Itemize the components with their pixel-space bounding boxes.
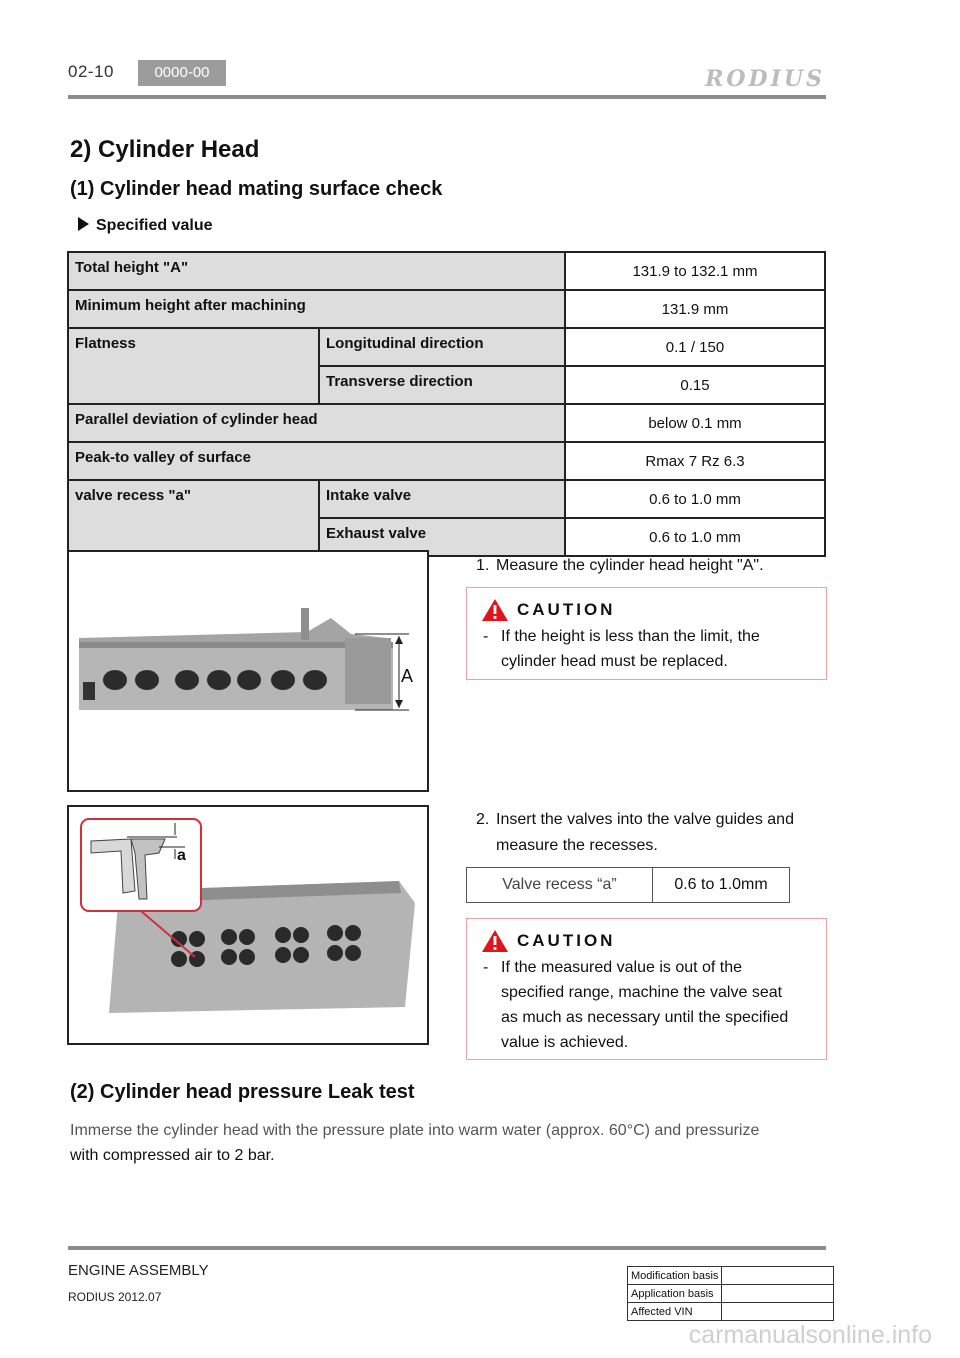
caution-title: CAUTION — [517, 600, 616, 619]
section-code-badge: 0000-00 — [138, 60, 226, 86]
min-height-label: Minimum height after machining — [68, 290, 565, 328]
warning-icon — [481, 598, 509, 622]
paragraph-line: with compressed air to 2 bar. — [70, 1147, 275, 1164]
page-number: 02-10 — [68, 62, 114, 81]
total-height-label: Total height "A" — [68, 252, 565, 290]
step-2 — [476, 807, 826, 861]
header-rule — [68, 95, 826, 99]
peak-label: Peak-to valley of surface — [68, 442, 565, 480]
warning-icon — [481, 929, 509, 953]
subsection-title-leak-test: (2) Cylinder head pressure Leak test — [70, 1081, 415, 1103]
specified-value-text: Specified value — [96, 217, 213, 234]
step-2-line: measure the recesses. — [496, 837, 658, 854]
revision-table — [627, 1266, 834, 1321]
leak-test-paragraph — [70, 1118, 830, 1168]
caution-box-height — [466, 587, 827, 680]
brand-logo: RODIUS — [705, 66, 825, 92]
step-1-number: 1. — [476, 557, 490, 574]
cylinder-head-side-photo — [67, 550, 429, 792]
specified-value-label — [78, 217, 213, 235]
subsection-title-mating-surface: (1) Cylinder head mating surface check — [70, 178, 443, 200]
min-height-value: 131.9 mm — [565, 290, 825, 328]
table-row — [68, 480, 825, 518]
caution-line: as much as necessary until the specified — [501, 1009, 789, 1026]
exhaust-value: 0.6 to 1.0 mm — [565, 518, 825, 556]
step-2-number: 2. — [476, 811, 490, 828]
caution-box-recess — [466, 918, 827, 1060]
table-row — [467, 868, 790, 903]
step-1-text: Measure the cylinder head height "A". — [496, 557, 764, 574]
intake-label: Intake valve — [319, 480, 565, 518]
footer-subtitle: RODIUS 2012.07 — [68, 1290, 162, 1304]
peak-value: Rmax 7 Rz 6.3 — [565, 442, 825, 480]
caution-header — [481, 598, 616, 622]
caution-header — [481, 929, 616, 953]
caution-line: If the measured value is out of the — [501, 959, 743, 976]
table-row — [628, 1267, 834, 1285]
table-row — [628, 1303, 834, 1321]
parallel-label: Parallel deviation of cylinder head — [68, 404, 565, 442]
watermark: carmanualsonline.info — [688, 1321, 932, 1349]
spec-table — [67, 251, 826, 557]
revision-label: Application basis — [628, 1285, 722, 1303]
footer-title: ENGINE ASSEMBLY — [68, 1262, 209, 1279]
exhaust-label: Exhaust valve — [319, 518, 565, 556]
revision-label: Modification basis — [628, 1267, 722, 1285]
table-row — [68, 328, 825, 366]
step-1 — [476, 553, 826, 581]
revision-value — [722, 1267, 834, 1285]
table-row — [628, 1285, 834, 1303]
caution-title: CAUTION — [517, 931, 616, 950]
longitudinal-label: Longitudinal direction — [319, 328, 565, 366]
cylinder-head-top-photo — [67, 805, 429, 1045]
valve-recess-label: Valve recess “a” — [467, 868, 653, 903]
caution-line: cylinder head must be replaced. — [501, 653, 728, 670]
total-height-value: 131.9 to 132.1 mm — [565, 252, 825, 290]
footer-rule — [68, 1246, 826, 1250]
triangle-bullet-icon — [78, 217, 89, 231]
table-row — [68, 252, 825, 290]
flatness-label: Flatness — [68, 328, 319, 404]
intake-value: 0.6 to 1.0 mm — [565, 480, 825, 518]
step-2-text — [496, 807, 794, 859]
caution-text — [501, 624, 801, 674]
step-2-line: Insert the valves into the valve guides and — [496, 811, 794, 828]
dimension-a-small-label: a — [177, 847, 186, 864]
paragraph-line: Immerse the cylinder head with the pressure plate into warm water (approx. 60°C) and pressurize — [70, 1122, 760, 1139]
parallel-value: below 0.1 mm — [565, 404, 825, 442]
transverse-value: 0.15 — [565, 366, 825, 404]
table-row — [68, 442, 825, 480]
longitudinal-value: 0.1 / 150 — [565, 328, 825, 366]
revision-label: Affected VIN — [628, 1303, 722, 1321]
table-row — [68, 404, 825, 442]
revision-value — [722, 1285, 834, 1303]
transverse-label: Transverse direction — [319, 366, 565, 404]
caution-line: If the height is less than the limit, the — [501, 628, 760, 645]
dimension-a-label: A — [401, 666, 414, 686]
table-row — [68, 290, 825, 328]
caution-line: value is achieved. — [501, 1034, 629, 1051]
valve-recess-value: 0.6 to 1.0mm — [653, 868, 790, 903]
valve-recess-label: valve recess "a" — [68, 480, 319, 556]
revision-value — [722, 1303, 834, 1321]
caution-dash: - — [483, 959, 489, 976]
valve-recess-table — [466, 867, 790, 903]
caution-dash: - — [483, 628, 489, 645]
caution-text — [501, 955, 801, 1055]
section-title: 2) Cylinder Head — [70, 136, 260, 163]
caution-line: specified range, machine the valve seat — [501, 984, 783, 1001]
